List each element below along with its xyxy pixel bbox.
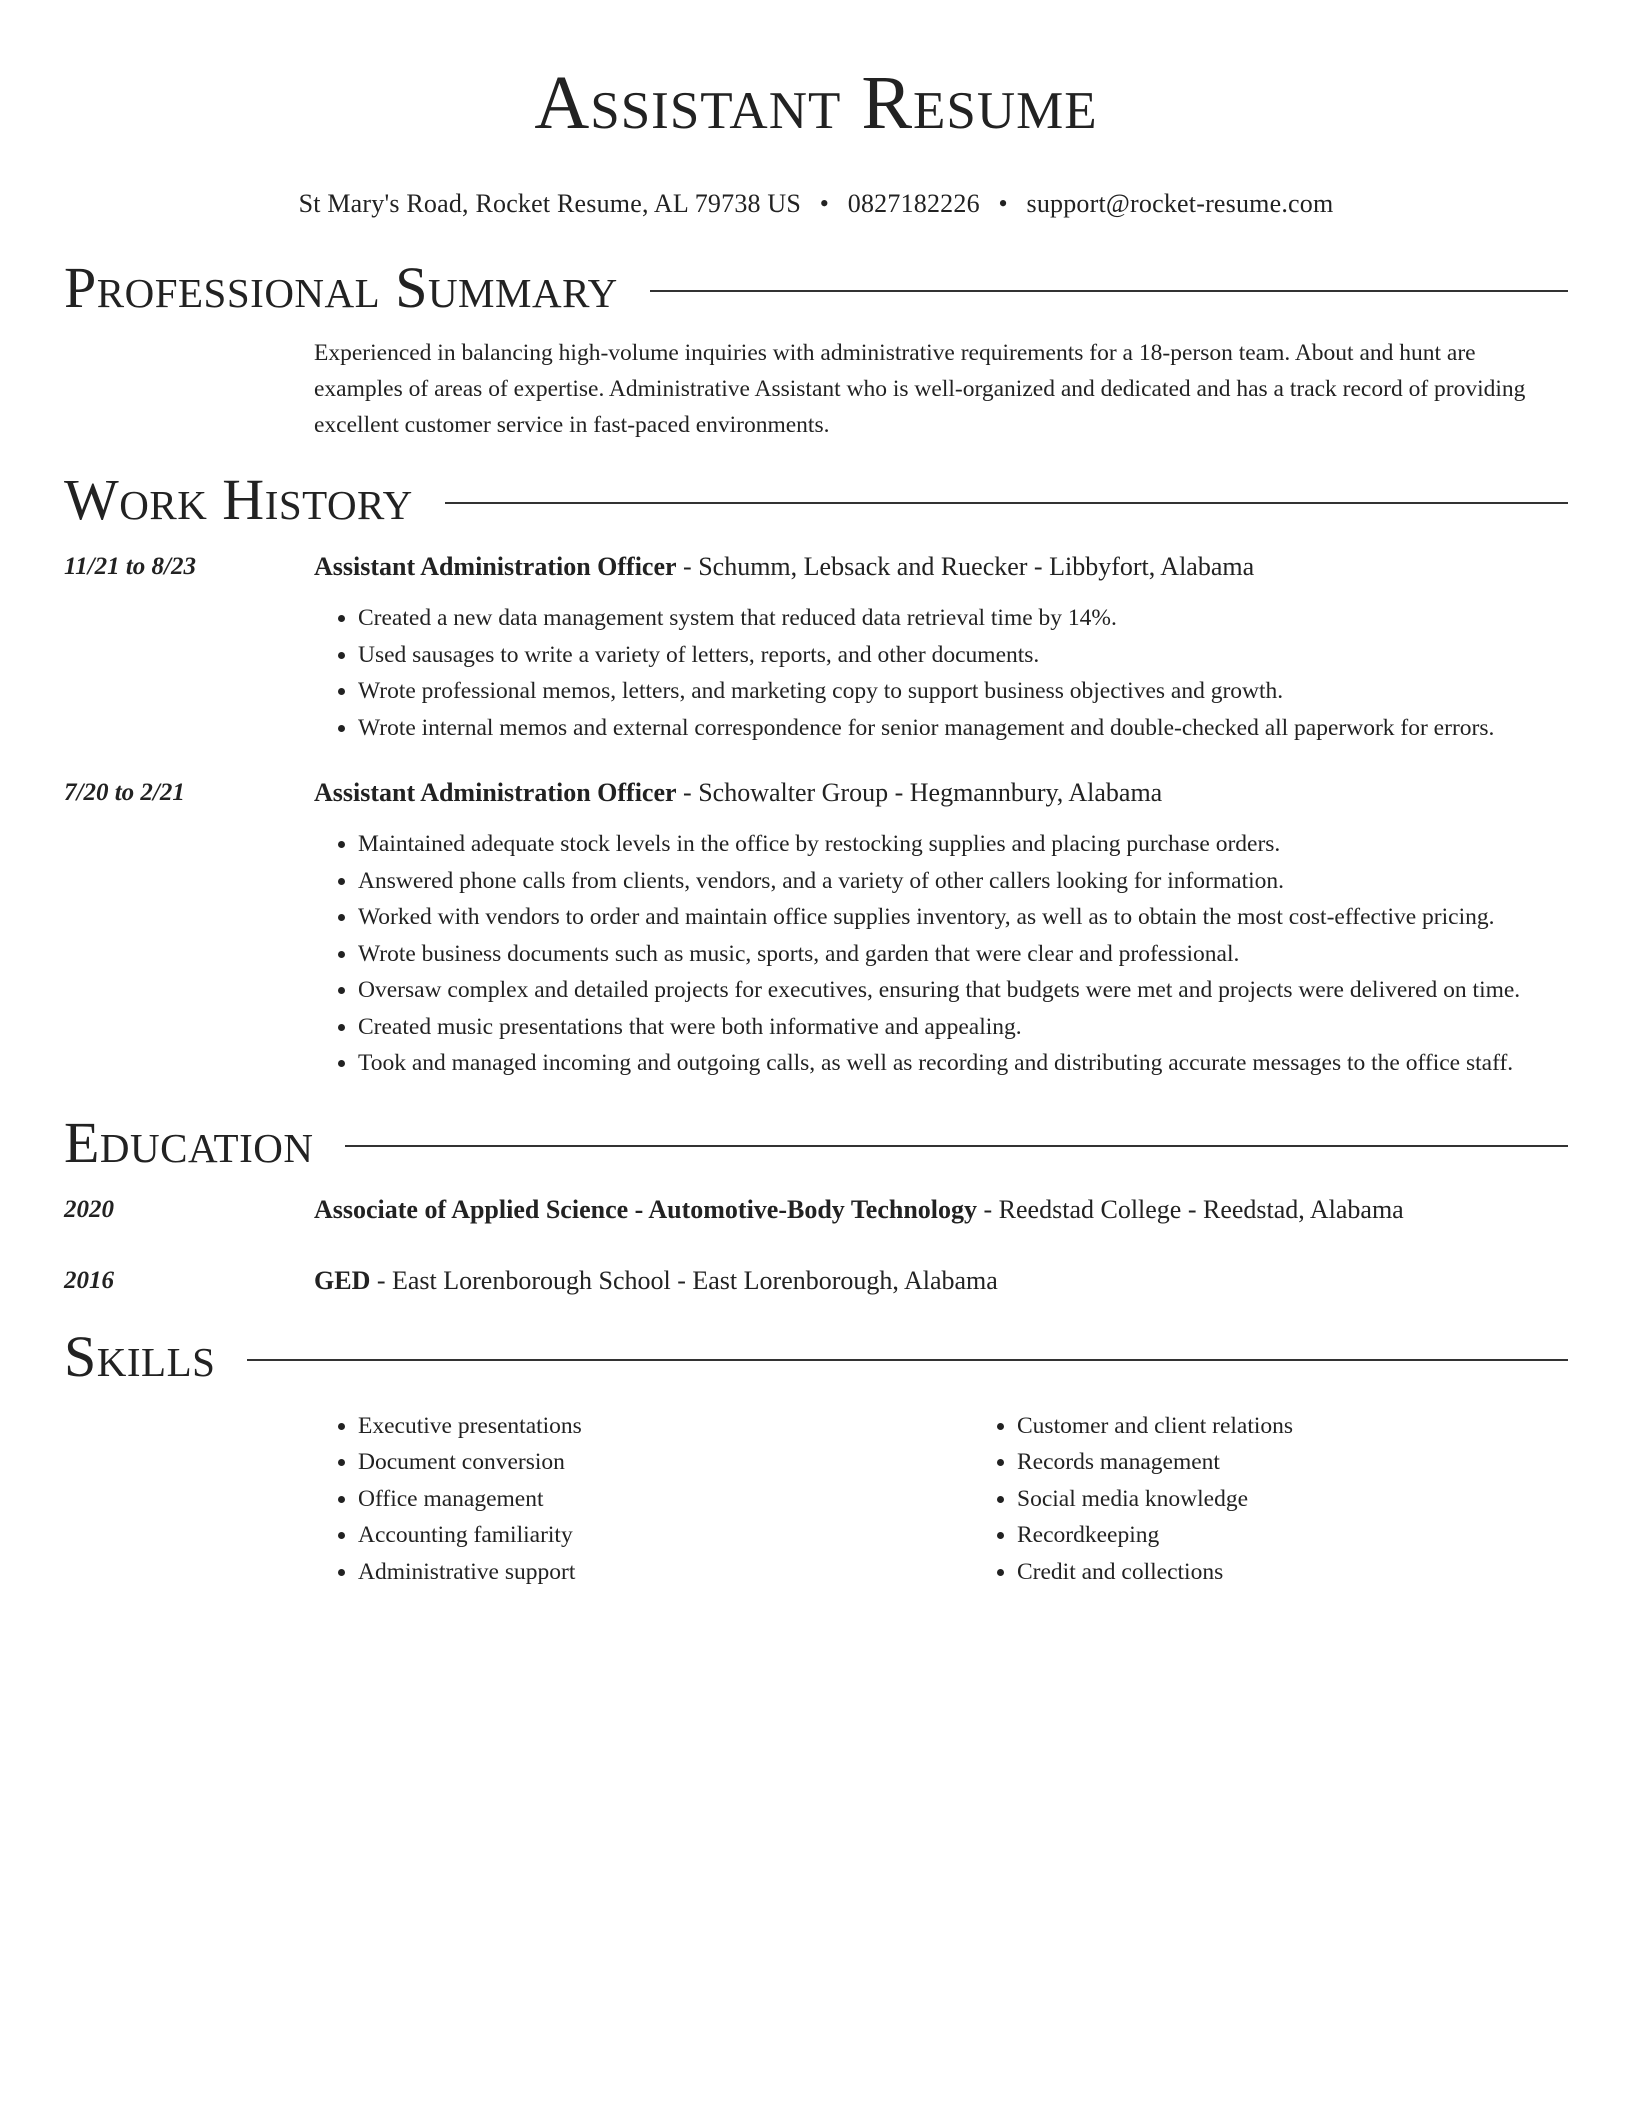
list-item: • Took and managed incoming and outgoing calls, as well as recording and distributing accurate messages to the office staff.: [358, 1045, 1568, 1082]
education-section-header: [64, 1108, 1568, 1178]
summary-text: Experienced in balancing high-volume inquiries with administrative requirements for a 18-person team. About and hunt are examples of areas of expertise. Administrative Assistant who is well-organized and dedicated and has a track record of providing excellent customer service in fast-paced environments.: [314, 340, 1526, 438]
skills-row: [64, 1408, 1568, 1591]
job-bullets: [314, 600, 1568, 746]
education-heading: Education: [64, 1109, 314, 1175]
work-section-header: [64, 465, 1568, 535]
skill-item: • Executive presentations: [358, 1408, 973, 1445]
education-entry: [64, 1264, 1568, 1298]
summary-spacer: [64, 335, 314, 443]
contact-separator: •: [819, 189, 830, 218]
skill-item: • Office management: [358, 1481, 973, 1518]
section-divider: [445, 502, 1568, 504]
education-entry: [64, 1193, 1568, 1227]
section-divider: [345, 1145, 1568, 1147]
skill-item: • Customer and client relations: [1017, 1408, 1632, 1445]
job-entry: [64, 776, 1568, 1082]
job-details: - Schowalter Group - Hegmannbury, Alabama: [676, 778, 1163, 807]
list-item: • Wrote professional memos, letters, and marketing copy to support business objectives and growth.: [358, 673, 1568, 710]
skills-heading: Skills: [64, 1323, 216, 1389]
education-line: [314, 1264, 1568, 1298]
list-item: • Wrote business documents such as music, sports, and garden that were clear and professional.: [358, 936, 1568, 973]
job-details: - Schumm, Lebsack and Ruecker - Libbyfort, Alabama: [676, 552, 1255, 581]
list-item: • Created music presentations that were both informative and appealing.: [358, 1009, 1568, 1046]
contact-line: [64, 186, 1568, 222]
contact-address: St Mary's Road, Rocket Resume, AL 79738 US: [298, 189, 802, 218]
skill-item: • Recordkeeping: [1017, 1517, 1632, 1554]
list-item: • Created a new data management system that reduced data retrieval time by 14%.: [358, 600, 1568, 637]
job-title: Assistant Administration Officer: [314, 552, 677, 581]
education-degree: Associate of Applied Science - Automotive-Body Technology: [314, 1194, 978, 1224]
contact-email: support@rocket-resume.com: [1026, 189, 1334, 218]
skills-list-left: [314, 1408, 973, 1591]
list-item: • Used sausages to write a variety of letters, reports, and other documents.: [358, 637, 1568, 674]
education-degree: GED: [314, 1265, 371, 1295]
education-year: 2020: [64, 1195, 114, 1223]
summary-section-header: [64, 253, 1568, 323]
education-details: - East Lorenborough School - East Lorenborough, Alabama: [370, 1265, 998, 1295]
education-details: - Reedstad College - Reedstad, Alabama: [977, 1194, 1404, 1224]
section-divider: [650, 290, 1568, 292]
resume-title: Assistant Resume: [534, 61, 1098, 145]
job-dates: 11/21 to 8/23: [64, 553, 196, 580]
job-entry: [64, 550, 1568, 746]
skills-spacer: [64, 1408, 314, 1591]
section-divider: [247, 1359, 1568, 1361]
summary-heading: Professional Summary: [64, 255, 618, 320]
skill-item: • Document conversion: [358, 1444, 973, 1481]
list-item: • Worked with vendors to order and maintain office supplies inventory, as well as to obtain the most cost-effective pricing.: [358, 899, 1568, 936]
job-dates: 7/20 to 2/21: [64, 779, 185, 806]
education-line: [314, 1193, 1568, 1227]
skill-item: • Administrative support: [358, 1554, 973, 1591]
education-year: 2016: [64, 1266, 114, 1294]
job-heading-line: [314, 776, 1568, 810]
skills-section-header: [64, 1322, 1568, 1392]
skill-item: • Records management: [1017, 1444, 1632, 1481]
summary-row: [64, 335, 1568, 443]
contact-phone: 0827182226: [847, 189, 980, 218]
list-item: • Oversaw complex and detailed projects for executives, ensuring that budgets were met and projects were delivered on time.: [358, 972, 1568, 1009]
contact-separator: •: [998, 189, 1008, 218]
job-heading-line: [314, 550, 1568, 584]
list-item: • Wrote internal memos and external correspondence for senior management and double-checked all paperwork for errors.: [358, 710, 1568, 747]
skills-grid: [314, 1408, 1632, 1591]
skills-list-right: [973, 1408, 1632, 1591]
job-title: Assistant Administration Officer: [314, 778, 677, 807]
job-body: [314, 776, 1568, 1082]
job-bullets: [314, 826, 1568, 1082]
skill-item: • Accounting familiarity: [358, 1517, 973, 1554]
skill-item: • Social media knowledge: [1017, 1481, 1632, 1518]
work-heading: Work History: [64, 467, 413, 532]
list-item: • Maintained adequate stock levels in the office by restocking supplies and placing purchase orders.: [358, 826, 1568, 863]
list-item: • Answered phone calls from clients, vendors, and a variety of other callers looking for information.: [358, 863, 1568, 900]
skill-item: • Credit and collections: [1017, 1554, 1632, 1591]
job-body: [314, 550, 1568, 746]
